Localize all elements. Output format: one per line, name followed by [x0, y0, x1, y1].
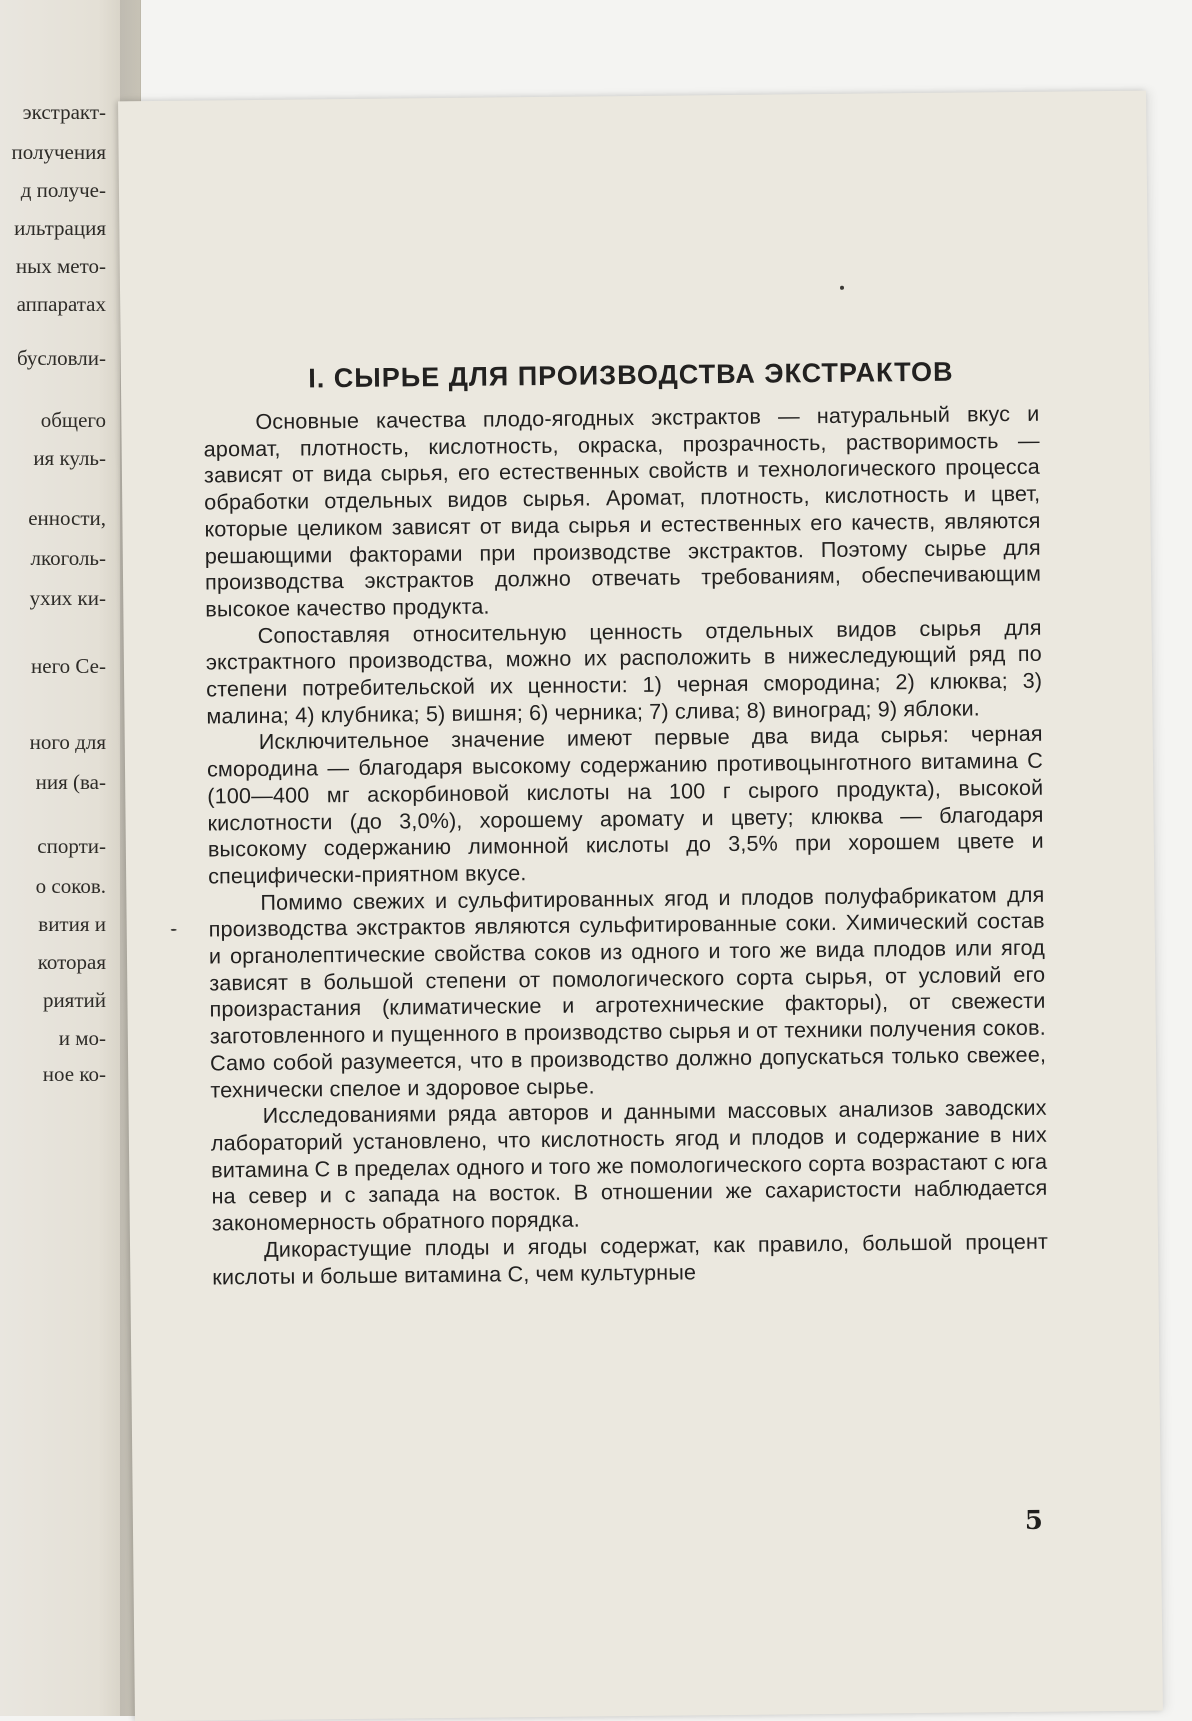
ink-speck	[840, 286, 844, 290]
previous-page-line: получения	[11, 140, 106, 164]
previous-page-line: общего	[40, 408, 106, 432]
previous-page-line: ного для	[29, 730, 106, 754]
previous-page-line: ное ко-	[42, 1062, 106, 1086]
previous-page-line: спорти-	[37, 834, 106, 858]
paragraph: Исследованиями ряда авторов и данными массовых анализов заводских лабораторий установлено, что кислотность ягод и плодов и содержание в них витамина С в пределах одного и того же помологического сорта возрастают с юга на север и с запада на восток. В отношении же сахаристости наблюдается закономерность обратного порядка.	[210, 1094, 1048, 1236]
paragraph: Сопоставляя относительную ценность отдельных видов сырья для экстрактного производства, можно их расположить в нижеследующий ряд по степени потребительской их ценности: 1) черная смородина; 2) клюква; 3) малина; 4) клубника; 5) вишня; 6) черника; 7) слива; 8) виноград; 9) яблоки.	[205, 614, 1043, 729]
previous-page-line: ильтрация	[14, 216, 106, 240]
page-number: 5	[1024, 1505, 1044, 1536]
previous-page-line: ухих ки-	[29, 586, 106, 610]
page-content	[203, 356, 1049, 1291]
previous-page-line: о соков.	[35, 874, 106, 898]
previous-page-line: лкоголь-	[30, 546, 106, 570]
previous-page-line: вития и	[38, 912, 106, 936]
paragraph: Основные качества плодо-ягодных экстрактов — натуральный вкус и аромат, плотность, кислотность, окраска, прозрачность, растворимость — зависят от вида сырья, его естественных свойств и технологического процесса обработки отдельных видов сырья. Аромат, плотность, кислотность и цвет, которые целиком зависят от вида сырья и естественных его качеств, являются решающими факторами при производстве экстрактов. Поэтому сырье для производства экстрактов должно отвечать требованиям, обеспечивающим высокое качество продукта.	[203, 400, 1042, 622]
previous-page-line: бусловли-	[16, 346, 106, 370]
ink-speck	[171, 929, 177, 931]
previous-page-line: ния (ва-	[35, 770, 106, 794]
paragraph: Исключительное значение имеют первые два вида сырья: черная смородина — благодаря высокому содержанию противоцынготного витамина С (100—400 мг аскорбиновой кислоты на 100 г сырого продукта), высокой кислотности (до 3,0%), хорошему аромату и цвету; клюква — благодаря высокому содержанию лимонной кислоты до 3,5% при хорошем цвете и специфически-приятном вкусе.	[206, 721, 1044, 889]
previous-page-line: ных мето-	[15, 254, 106, 278]
previous-page-line: риятий	[42, 988, 106, 1012]
previous-page-line: ия куль-	[33, 446, 106, 470]
book-page	[118, 91, 1163, 1721]
previous-page-line: экстракт-	[22, 100, 106, 124]
paragraph: Помимо свежих и сульфитированных ягод и плодов полуфабрикатом для производства экстрактов являются сульфитированные соки. Химический состав и органолептические свойства соков из одного и того же вида плодов или ягод зависят в большой степени от помологического сорта сырья, от условий его произрастания (климатические и агротехнические факторы), от свежести заготовленного и пущенного в производство сырья и от техники получения соков. Само собой разумеется, что в производство должно допускаться только свежее, технически спелое и здоровое сырье.	[208, 881, 1047, 1103]
previous-page-line: которая	[37, 950, 106, 974]
previous-page-line: и мо-	[58, 1026, 106, 1050]
paragraph: Дикорастущие плоды и ягоды содержат, как правило, большой процент кислоты и больше витамина С, чем культурные	[212, 1228, 1049, 1289]
chapter-heading: I. СЫРЬЕ ДЛЯ ПРОИЗВОДСТВА ЭКСТРАКТОВ	[308, 356, 954, 394]
previous-page-line: д получе-	[20, 178, 106, 202]
previous-page-line: аппаратах	[16, 292, 106, 316]
previous-page-line: него Се-	[31, 654, 106, 678]
previous-page-line: енности,	[28, 506, 106, 530]
